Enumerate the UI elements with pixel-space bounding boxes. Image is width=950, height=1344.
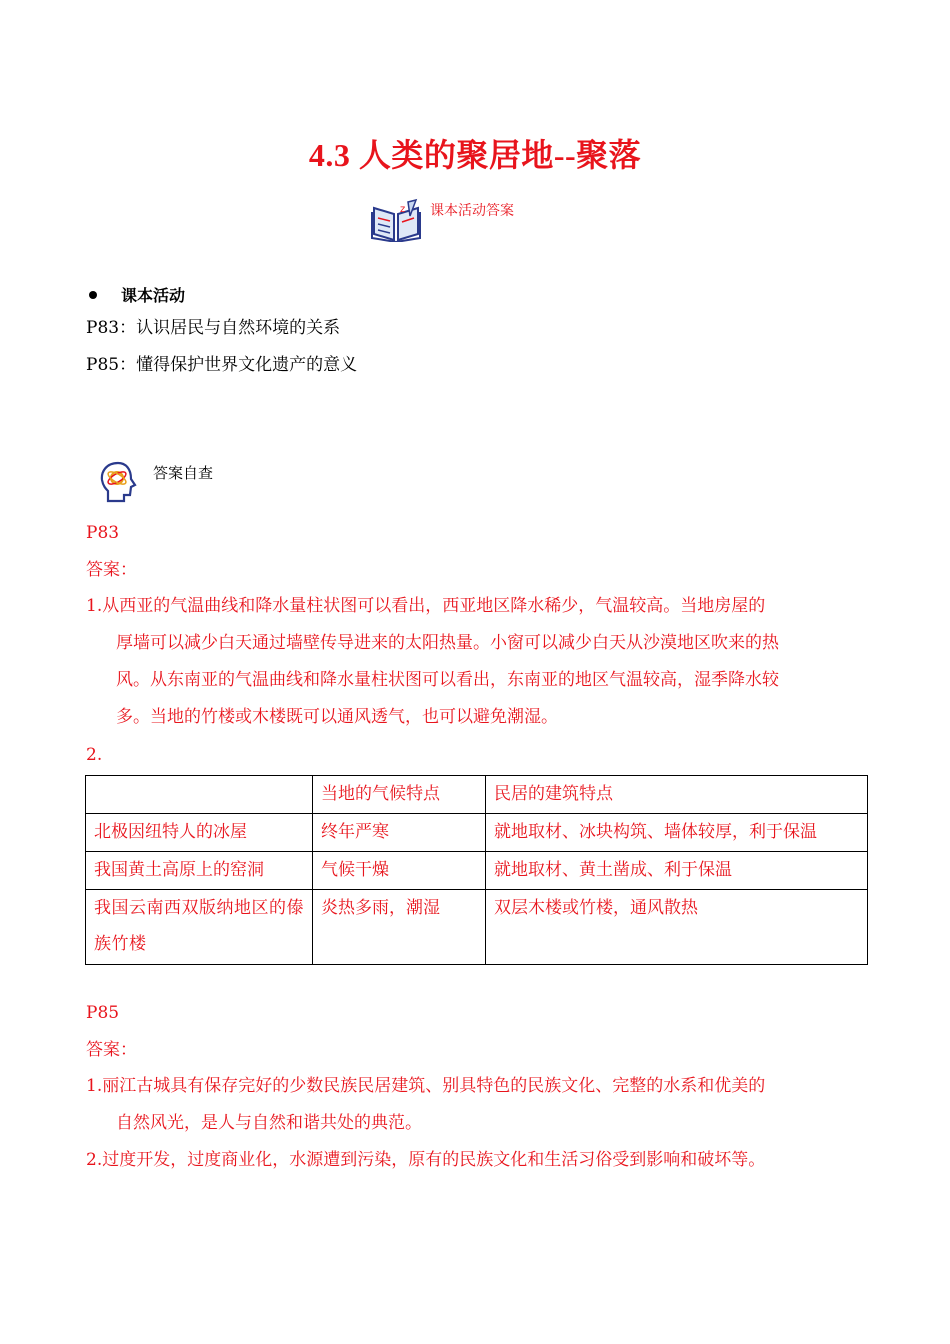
table-header-cell: 民居的建筑特点 <box>486 776 868 814</box>
p85-answer-1-line: 自然风光，是人与自然和谐共处的典范。 <box>116 1113 422 1133</box>
p83-answer-label: 答案： <box>86 560 137 580</box>
p85-answer-1-line: 1.丽江古城具有保存完好的少数民族民居建筑、别具特色的民族文化、完整的水系和优美的 <box>86 1076 766 1096</box>
table-cell: 炎热多雨，潮湿 <box>313 890 486 965</box>
self-check-label: 答案自查 <box>153 464 214 482</box>
bullet-icon <box>89 291 97 299</box>
p85-answer-2: 2.过度开发，过度商业化，水源遭到污染，原有的民族文化和生活习俗受到影响和破坏等。 <box>86 1150 766 1170</box>
table-row <box>86 890 868 965</box>
table-cell: 气候干燥 <box>313 852 486 890</box>
table-cell: 北极因纽特人的冰屋 <box>86 814 313 852</box>
table-row <box>86 814 868 852</box>
table-header-cell <box>86 776 313 814</box>
p83-answer-2: 2. <box>86 745 103 765</box>
p83-page-label: P83 <box>86 523 120 543</box>
table-cell: 就地取材、黄土凿成、利于保温 <box>486 852 868 890</box>
p85-answer-1 <box>86 1068 876 1142</box>
p85-page-label: P85 <box>86 1003 120 1023</box>
thinking-head-icon <box>98 460 138 504</box>
svg-text:z: z <box>400 204 406 215</box>
table-cell: 我国黄土高原上的窑洞 <box>86 852 313 890</box>
table-cell: 就地取材、冰块构筑、墙体较厚，利于保温 <box>486 814 868 852</box>
page-title: 4.3 人类的聚居地--聚落 <box>308 137 642 173</box>
p83-answer-1 <box>86 588 876 736</box>
p83-answer-1-line: 厚墙可以减少白天通过墙壁传导进来的太阳热量。小窗可以减少白天从沙漠地区吹来的热 <box>116 633 779 653</box>
section-heading: 课本活动 <box>121 286 186 305</box>
p83-answer-1-line: 多。当地的竹楼或木楼既可以通风透气，也可以避免潮湿。 <box>116 707 558 727</box>
p85-answer-label: 答案： <box>86 1040 137 1060</box>
activity-p85: P85：懂得保护世界文化遗产的意义 <box>86 355 358 375</box>
section-heading-row <box>86 283 185 306</box>
table-row <box>86 852 868 890</box>
table-cell: 终年严寒 <box>313 814 486 852</box>
table-cell: 我国云南西双版纳地区的傣族竹楼 <box>86 890 313 965</box>
activity-p83: P83：认识居民与自然环境的关系 <box>86 318 341 338</box>
climate-housing-table <box>85 775 868 965</box>
p83-answer-1-line: 风。从东南亚的气温曲线和降水量柱状图可以看出，东南亚的地区气温较高，湿季降水较 <box>116 670 779 690</box>
table-header-row <box>86 776 868 814</box>
p83-answer-1-line: 1.从西亚的气温曲线和降水量柱状图可以看出，西亚地区降水稀少，气温较高。当地房屋的 <box>86 596 766 616</box>
subtitle: 课本活动答案 <box>430 203 514 219</box>
table-cell: 双层木楼或竹楼，通风散热 <box>486 890 868 965</box>
open-book-icon <box>370 198 422 242</box>
table-header-cell: 当地的气候特点 <box>313 776 486 814</box>
